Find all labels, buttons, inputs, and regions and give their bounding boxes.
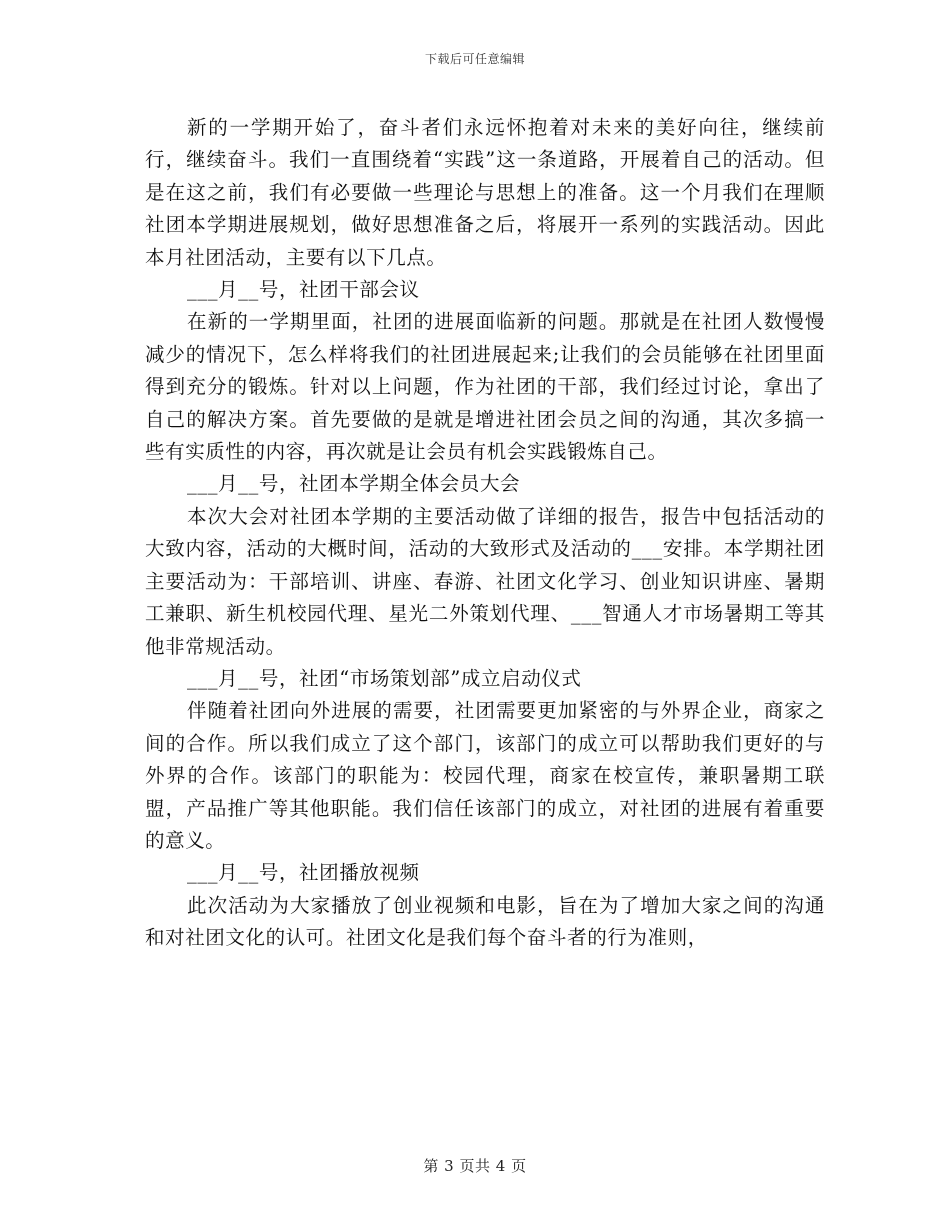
section-body-general-assembly: 本次大会对社团本学期的主要活动做了详细的报告，报告中包括活动的大致内容，活动的大概时间，活动的大致形式及活动的___安排。本学期社团主要活动为：干部培训、讲座、春游、社团文化学习、创业知识讲座、暑期工兼职、新生机校园代理、星光二外策划代理、___智通人才市场暑期工等其他非常规活动。 (145, 504, 825, 658)
section-heading-marketing-dept: ___月__号，社团“市场策划部”成立启动仪式 (187, 666, 582, 690)
page-footer: 第 3 页共 4 页 (423, 1157, 527, 1175)
section-body-video-screening: 此次活动为大家播放了创业视频和电影，旨在为了增加大家之间的沟通和对社团文化的认可。社团文化是我们每个奋斗者的行为准则， (145, 893, 825, 950)
page-header: 下载后可任意编辑 (424, 52, 525, 66)
section-heading-cadre-meeting: ___月__号，社团干部会议 (187, 278, 420, 302)
section-body-marketing-dept: 伴随着社团向外进展的需要，社团需要更加紧密的与外界企业，商家之间的合作。所以我们成立了这个部门，该部门的成立可以帮助我们更好的与外界的合作。该部门的职能为：校园代理，商家在校宣传，兼职暑期工联盟，产品推广等其他职能。我们信任该部门的成立，对社团的进展有着重要的意义。 (145, 699, 825, 852)
document-body (145, 112, 825, 955)
section-body-cadre-meeting: 在新的一学期里面，社团的进展面临新的问题。那就是在社团人数慢慢减少的情况下，怎么样将我们的社团进展起来;让我们的会员能够在社团里面得到充分的锻炼。针对以上问题，作为社团的干部，我们经过讨论，拿出了自己的解决方案。首先要做的是就是增进社团会员之间的沟通，其次多搞一些有实质性的内容，再次就是让会员有机会实践锻炼自己。 (145, 310, 825, 464)
section-heading-general-assembly: ___月__号，社团本学期全体会员大会 (187, 472, 521, 496)
section-heading-video-screening: ___月__号，社团播放视频 (187, 861, 420, 885)
intro-paragraph: 新的一学期开始了，奋斗者们永远怀抱着对未来的美好向往，继续前行，继续奋斗。我们一直围绕着“实践”这一条道路，开展着自己的活动。但是在这之前，我们有必要做一些理论与思想上的准备。这一个月我们在理顺社团本学期进展规划，做好思想准备之后，将展开一系列的实践活动。因此本月社团活动，主要有以下几点。 (145, 116, 825, 269)
